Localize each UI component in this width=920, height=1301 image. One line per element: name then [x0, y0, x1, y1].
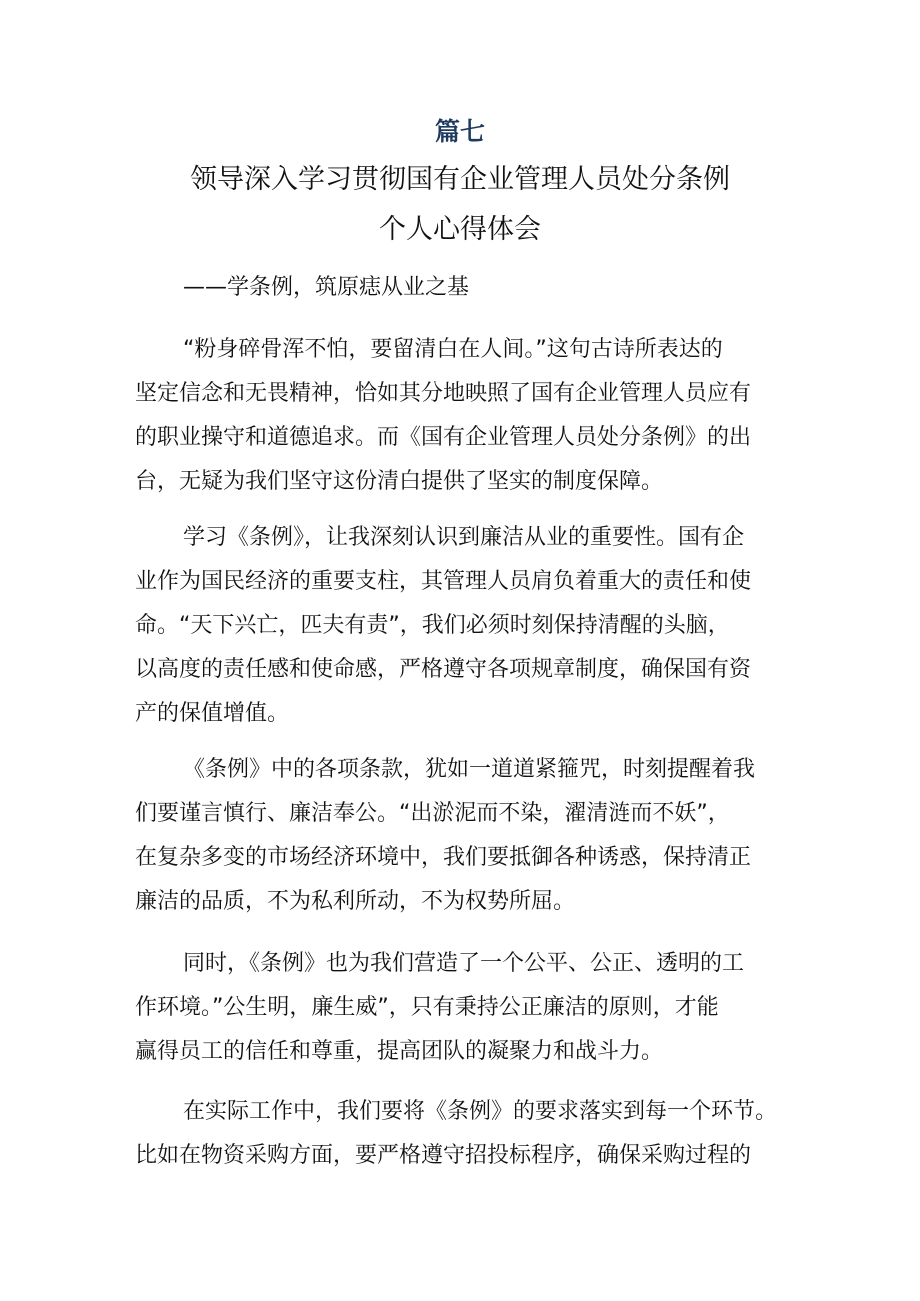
- paragraph-line: 以高度的责任感和使命感，严格遵守各项规章制度，确保国有资: [135, 657, 752, 682]
- paragraph-line: 作环境。”公生明，廉生威”，只有秉持公正廉洁的原则，才能: [135, 995, 719, 1020]
- title-line-1: 领导深入学习贯彻国有企业管理人员处分条例: [190, 164, 730, 195]
- section-label: 篇七: [434, 117, 485, 146]
- paragraph-line: 比如在物资采购方面，要严格遵守招投标程序，确保采购过程的: [135, 1143, 752, 1168]
- paragraph-line: 学习《条例》，让我深刻认识到廉洁从业的重要性。国有企: [183, 525, 745, 550]
- paragraph-line: 《条例》中的各项条款，犹如一道道紧箍咒，时刻提醒着我: [183, 757, 756, 782]
- paragraph-5: [135, 1090, 785, 1178]
- paragraph-line: 在实际工作中，我们要将《条例》的要求落实到每一个环节。: [183, 1099, 778, 1124]
- paragraph-line: 台，无疑为我们坚守这份清白提供了坚实的制度保障。: [135, 469, 664, 494]
- paragraph-line: 坚定信念和无畏精神，恰如其分地映照了国有企业管理人员应有: [135, 381, 752, 406]
- paragraph-line: 赢得员工的信任和尊重，提高团队的凝聚力和战斗力。: [135, 1039, 664, 1064]
- paragraph-2: [135, 516, 785, 736]
- paragraph-line: 产的保值增值。: [135, 701, 290, 726]
- paragraph-line: “粉身碎骨浑不怕，要留清白在人间。”这句古诗所表达的: [183, 337, 723, 362]
- title-line-2: 个人心得体会: [379, 214, 541, 245]
- paragraph-line: 同时，《条例》也为我们营造了一个公平、公正、透明的工: [183, 951, 745, 976]
- paragraph-line: 的职业操守和道德追求。而《国有企业管理人员处分条例》的出: [135, 425, 752, 450]
- paragraph-line: 们要谨言慎行、廉洁奉公。“出淤泥而不染，濯清涟而不妖”，: [135, 801, 730, 826]
- paragraph-3: [135, 748, 785, 924]
- subtitle: ——学条例，筑原痣从业之基: [183, 275, 470, 300]
- paragraph-line: 廉洁的品质，不为私利所动，不为权势所屈。: [135, 889, 576, 914]
- paragraph-line: 命。“天下兴亡，匹夫有责”，我们必须时刻保持清醒的头脑，: [135, 613, 730, 638]
- paragraph-line: 业作为国民经济的重要支柱，其管理人员肩负着重大的责任和使: [135, 569, 752, 594]
- paragraph-4: [135, 942, 785, 1074]
- paragraph-line: 在复杂多变的市场经济环境中，我们要抵御各种诱惑，保持清正: [135, 845, 752, 870]
- paragraph-1: [135, 328, 785, 504]
